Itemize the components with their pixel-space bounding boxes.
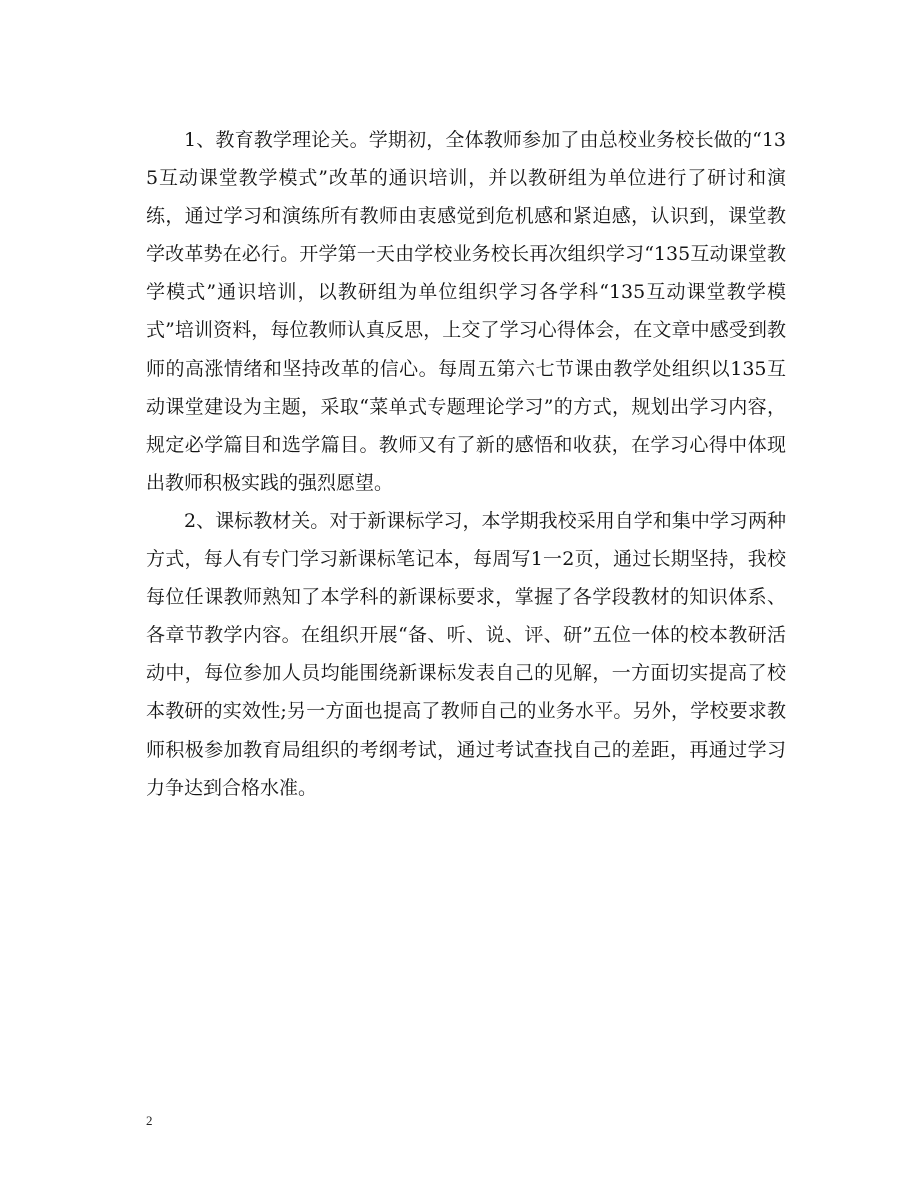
paragraph-theory: 1、教育教学理论关。学期初，全体教师参加了由总校业务校长做的“135互动课堂教学模式”改革的通识培训，并以教研组为单位进行了研讨和演练，通过学习和演练所有教师由衷感觉到危机感和紧迫感，认识到，课堂教学改革势在必行。开学第一天由学校业务校长再次组织学习“135互动课堂教学模式”通识培训，以教研组为单位组织学习各学科“135互动课堂教学模式”培训资料，每位教师认真反思，上交了学习心得体会，在文章中感受到教师的高涨情绪和坚持改革的信心。每周五第六七节课由教学处组织以135互动课堂建设为主题，采取“菜单式专题理论学习”的方式，规划出学习内容，规定必学篇目和选学篇目。教师又有了新的感悟和收获，在学习心得中体现出教师积极实践的强烈愿望。 (146, 129, 786, 494)
paragraph-curriculum: 2、课标教材关。对于新课标学习，本学期我校采用自学和集中学习两种方式，每人有专门学习新课标笔记本，每周写1一2页，通过长期坚持，我校每位任课教师熟知了本学科的新课标要求，掌握了各学段教材的知识体系、各章节教学内容。在组织开展“备、听、说、评、研”五位一体的校本教研活动中，每位参加人员均能围绕新课标发表自己的见解，一方面切实提高了校本教研的实效性;另一方面也提高了教师自己的业务水平。另外，学校要求教师积极参加教育局组织的考纲考试，通过考试查找自己的差距，再通过学习力争达到合格水准。 (146, 509, 786, 799)
page-number: 2 (146, 1113, 153, 1128)
document-body (146, 121, 786, 807)
